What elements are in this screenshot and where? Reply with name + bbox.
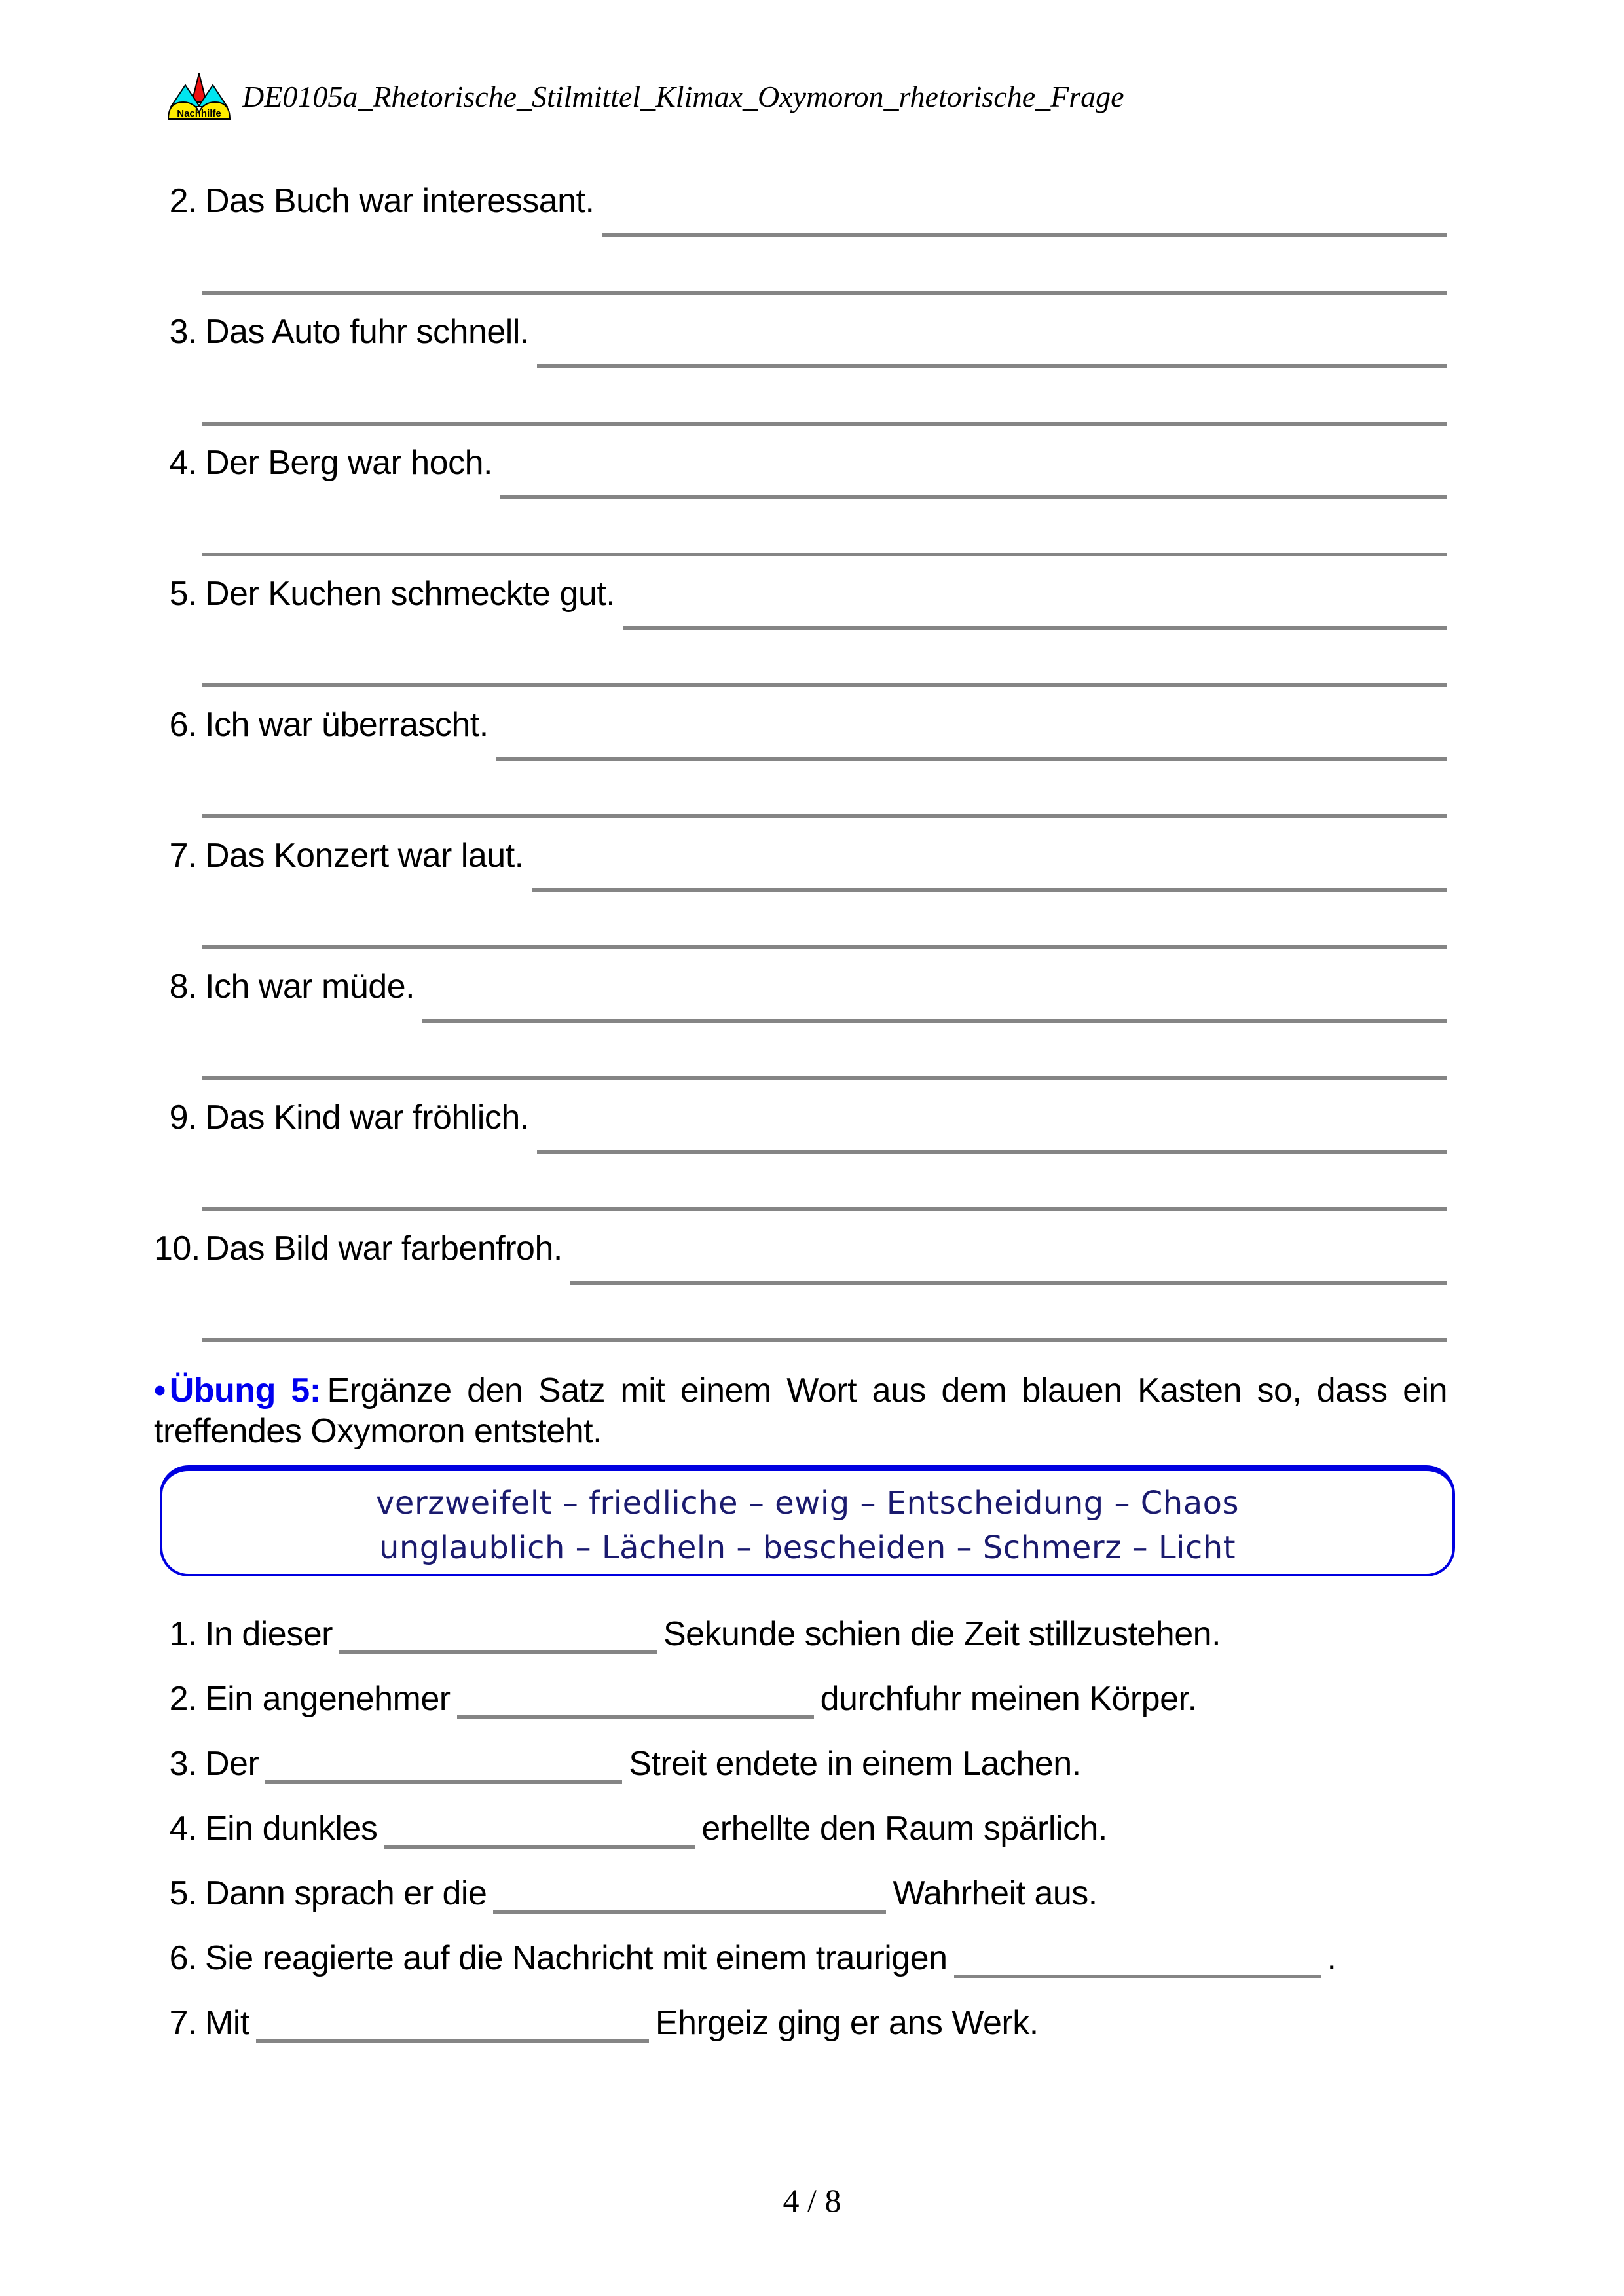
answer-blank: [457, 1692, 814, 1719]
text-after-blank: Sekunde schien die Zeit stillzustehen.: [663, 1615, 1221, 1653]
item-sentence: Das Bild war farbenfroh.: [205, 1230, 563, 1267]
text-after-blank: .: [1327, 1939, 1337, 1977]
word-box: [160, 1465, 1455, 1576]
item-number: 7.: [169, 2004, 197, 2042]
word-box-line-2: unglaublich – Lächeln – bescheiden – Schmerz – Licht: [378, 1529, 1236, 1566]
item-number: 9.: [169, 1099, 197, 1137]
item-sentence: [197, 1939, 1336, 1977]
text-after-blank: Streit endete in einem Lachen.: [629, 1745, 1081, 1783]
answer-blank: [954, 1951, 1321, 1978]
text-after-blank: Ehrgeiz ging er ans Werk.: [655, 2004, 1039, 2042]
text-after-blank: erhellte den Raum spärlich.: [701, 1810, 1107, 1848]
exercise-item-3: [154, 312, 1447, 443]
text-before-blank: Ein dunkles: [205, 1810, 378, 1848]
text-after-blank: durchfuhr meinen Körper.: [820, 1680, 1197, 1718]
item-number: 10.: [154, 1230, 200, 1267]
answer-line: [496, 757, 1447, 761]
text-before-blank: Dann sprach er die: [205, 1874, 487, 1912]
item-number: 2.: [169, 182, 197, 220]
text-before-blank: Ein angenehmer: [205, 1680, 451, 1718]
uebung5-label: Übung 5:: [169, 1372, 321, 1410]
item-number: 3.: [169, 313, 197, 351]
nachhilfe-logo: [166, 72, 232, 122]
item-sentence: [197, 2004, 1039, 2042]
uebung5-list: [154, 1614, 1447, 2068]
exercise-4-list: [154, 181, 1447, 1359]
answer-line: [422, 1019, 1447, 1023]
answer-line-continuation: [202, 683, 1447, 687]
answer-line-continuation: [202, 422, 1447, 426]
answer-blank: [384, 1821, 695, 1849]
answer-line: [537, 364, 1447, 368]
text-before-blank: In dieser: [205, 1615, 333, 1653]
answer-line-continuation: [202, 1338, 1447, 1342]
text-before-blank: Sie reagierte auf die Nachricht mit einem traurigen: [205, 1939, 948, 1977]
exercise-item-9: [154, 1097, 1447, 1228]
logo-text: Nachhilfe: [177, 108, 221, 119]
uebung5-instruction: Ergänze den Satz mit einem Wort aus dem blauen Kasten so, dass ein treffendes Oxymoron entsteht.: [154, 1372, 1447, 1450]
item-sentence: Der Kuchen schmeckte gut.: [205, 575, 616, 613]
answer-line-continuation: [202, 553, 1447, 556]
answer-line: [570, 1281, 1447, 1285]
answer-blank: [265, 1757, 622, 1784]
item-sentence: [197, 1745, 1081, 1783]
page-indicator: 4 / 8: [783, 2182, 841, 2219]
answer-line: [532, 888, 1447, 892]
uebung5-heading: [154, 1370, 1447, 1451]
exercise-item-10: [154, 1228, 1447, 1359]
fill-in-item-5: [154, 1873, 1447, 1914]
exercise-item-6: [154, 704, 1447, 835]
item-sentence: [197, 1874, 1098, 1912]
item-sentence: Ich war müde.: [205, 968, 415, 1006]
answer-line-continuation: [202, 1076, 1447, 1080]
answer-line-continuation: [202, 814, 1447, 818]
text-before-blank: Mit: [205, 2004, 249, 2042]
item-number: 7.: [169, 837, 197, 875]
exercise-item-7: [154, 835, 1447, 966]
item-number: 4.: [169, 1810, 197, 1848]
item-sentence: [197, 1615, 1221, 1653]
answer-line-continuation: [202, 1207, 1447, 1211]
exercise-item-4: [154, 443, 1447, 574]
item-number: 5.: [169, 1874, 197, 1912]
item-sentence: Das Auto fuhr schnell.: [205, 313, 529, 351]
item-number: 5.: [169, 575, 197, 613]
answer-blank: [339, 1627, 657, 1654]
item-sentence: Das Buch war interessant.: [205, 182, 595, 220]
answer-line-continuation: [202, 291, 1447, 295]
answer-line-continuation: [202, 945, 1447, 949]
item-sentence: Ich war überrascht.: [205, 706, 489, 744]
fill-in-item-3: [154, 1743, 1447, 1784]
item-number: 2.: [169, 1680, 197, 1718]
exercise-item-2: [154, 181, 1447, 312]
text-before-blank: Der: [205, 1745, 259, 1783]
item-number: 6.: [169, 1939, 197, 1977]
exercise-item-8: [154, 966, 1447, 1097]
answer-blank: [493, 1886, 886, 1914]
fill-in-item-1: [154, 1614, 1447, 1654]
item-sentence: Der Berg war hoch.: [205, 444, 492, 482]
word-box-line-1: verzweifelt – friedliche – ewig – Entscheidung – Chaos: [376, 1485, 1239, 1522]
item-sentence: [197, 1810, 1107, 1848]
answer-line: [500, 495, 1447, 499]
answer-line: [602, 233, 1447, 237]
fill-in-item-4: [154, 1808, 1447, 1849]
fill-in-item-2: [154, 1679, 1447, 1719]
item-number: 4.: [169, 444, 197, 482]
fill-in-item-7: [154, 2003, 1447, 2043]
bullet-icon: •: [154, 1372, 166, 1410]
fill-in-item-6: [154, 1938, 1447, 1978]
item-number: 3.: [169, 1745, 197, 1783]
item-sentence: Das Konzert war laut.: [205, 837, 524, 875]
item-sentence: Das Kind war fröhlich.: [205, 1099, 529, 1137]
exercise-item-5: [154, 574, 1447, 704]
item-number: 1.: [169, 1615, 197, 1653]
item-sentence: [197, 1680, 1196, 1718]
text-after-blank: Wahrheit aus.: [893, 1874, 1098, 1912]
answer-blank: [256, 2016, 649, 2043]
answer-line: [537, 1150, 1447, 1154]
item-number: 8.: [169, 968, 197, 1006]
item-number: 6.: [169, 706, 197, 744]
document-title: DE0105a_Rhetorische_Stilmittel_Klimax_Oxymoron_rhetorische_Frage: [242, 80, 1124, 113]
answer-line: [623, 626, 1447, 630]
